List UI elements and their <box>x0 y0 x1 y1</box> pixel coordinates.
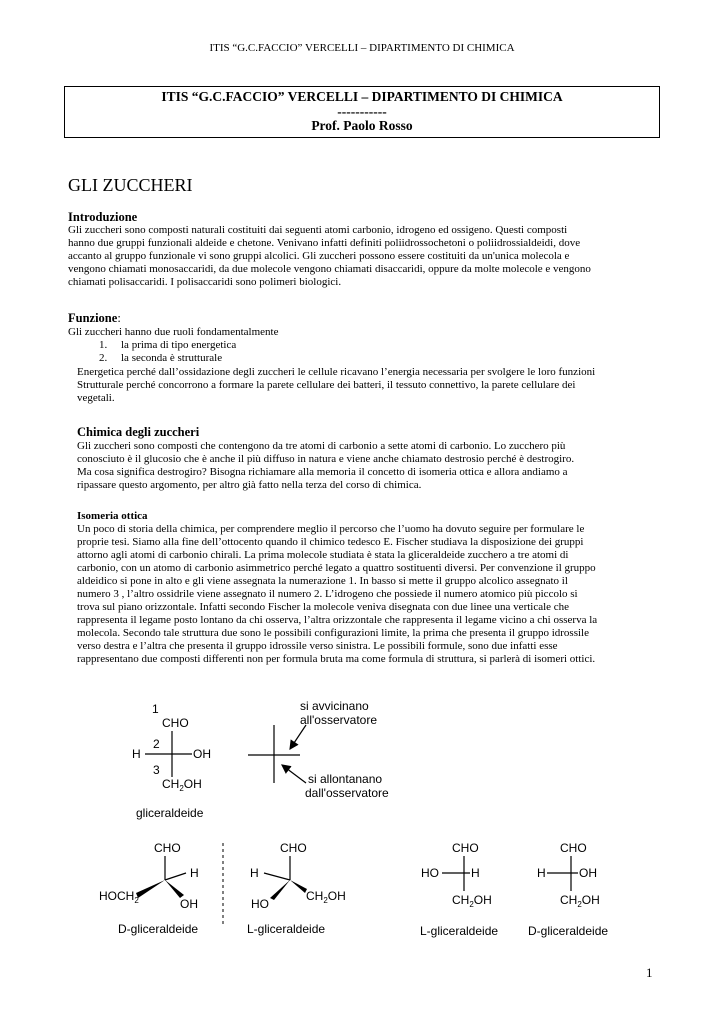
ch-text: CH <box>452 893 470 907</box>
wedge-bond <box>290 880 307 893</box>
subscript-2: 2 <box>469 900 474 909</box>
wedge-bond <box>136 880 165 898</box>
fischer-l-gliceraldeide <box>420 841 498 938</box>
chimica-paragraph <box>77 440 656 492</box>
isomeria-line: rappresentano due composti differenti non per formula bruta ma come formula di struttura, si parlerà di isomeri ottici. <box>77 653 596 665</box>
intro-line: hanno due gruppi funzionali aldeide e chetone. Venivano infatti definiti poliidrossochetoni o poliidrossialdeidi, dove <box>68 237 581 249</box>
subscript-2: 2 <box>179 784 184 793</box>
list-number: 1. <box>99 339 108 351</box>
ch2oh-label <box>560 893 600 909</box>
d-gliceraldeide-caption: D-gliceraldeide <box>528 924 609 938</box>
running-header: ITIS “G.C.FACCIO” VERCELLI – DIPARTIMENTO DI CHIMICA <box>209 42 515 54</box>
isomeria-line: trova sul piano orizzontale. Infatti secondo Fischer la molecole veniva disegnata con due linee una verticale che <box>77 601 570 613</box>
fischer-d-gliceraldeide <box>528 841 608 938</box>
isomeria-line: carbonio, con un atomo di carbonio asimmetrico perché legato a quattro sostituenti diversi. Per convenzione il gruppo <box>77 562 596 574</box>
intro-line: accanto al gruppo funzionale vi sono gruppi alcolici. Gli zuccheri possono essere costituiti da un'unica molecola e <box>68 250 570 262</box>
hoch2-label <box>99 889 139 905</box>
subscript-2: 2 <box>323 896 328 905</box>
oh-text: OH <box>327 889 346 903</box>
wedge-bond <box>165 880 184 898</box>
oh-text: OH <box>581 893 600 907</box>
wedge-l-gliceraldeide <box>247 841 346 936</box>
arrow-far <box>282 765 306 783</box>
cho-label: CHO <box>452 841 479 855</box>
funzione-heading <box>68 311 121 326</box>
ch2oh-label <box>162 777 202 793</box>
list-item: la prima di tipo energetica <box>121 339 237 351</box>
isomeria-heading: Isomeria ottica <box>77 510 148 522</box>
intro-line: vengono chiamati monosaccaridi, da due molecole vengono chiamati disaccaridi, oppure da molte molecole e vengono <box>68 263 591 275</box>
funzione-line: Strutturale perché concorrono a formare la parete cellulare dei batteri, il tessuto connettivo, la parete cellulare dei <box>77 379 576 391</box>
ch-text: CH <box>162 777 180 791</box>
cho-label: CHO <box>154 841 181 855</box>
number-3: 3 <box>153 763 160 777</box>
doc-title: GLI ZUCCHERI <box>68 175 193 195</box>
h-label: H <box>132 747 141 761</box>
isomeria-paragraph <box>77 523 656 666</box>
title-box-line2: ----------- <box>337 103 387 119</box>
funzione-line: vegetali. <box>77 392 115 404</box>
fischer-cross-explanation <box>300 699 389 800</box>
subscript-2: 2 <box>577 900 582 909</box>
arrow-near <box>290 725 306 749</box>
isomeria-line: verso destra e l’altra che presenta il gruppo idrossile verso sinistra. Le possibili formule, sono due infatti esse <box>77 640 558 652</box>
ch2oh-label <box>452 893 492 909</box>
l-gliceraldeide-caption: L-gliceraldeide <box>420 924 499 938</box>
gliceraldeide-figure <box>0 695 724 945</box>
arrow-label-near-1: si avvicinano <box>300 699 369 713</box>
oh-label: OH <box>193 747 211 761</box>
arrow-label-far-2: dall'osservatore <box>305 786 389 800</box>
ch2oh-label <box>306 889 346 905</box>
funzione-heading-colon: : <box>117 311 121 325</box>
intro-paragraph <box>68 224 656 289</box>
cho-label: CHO <box>560 841 587 855</box>
d-gliceraldeide-caption: D-gliceraldeide <box>118 922 199 936</box>
chimica-line: Ma cosa significa destrogiro? Bisogna richiamare alla memoria il concetto di isomeria ottica e allora andiamo a <box>77 466 568 478</box>
h-label: H <box>471 866 480 880</box>
number-2: 2 <box>153 737 160 751</box>
gliceraldeide-caption: gliceraldeide <box>136 806 204 820</box>
chimica-line: Gli zuccheri sono composti che contengono da tre atomi di carbonio a sette atomi di carbonio. Lo zucchero più <box>77 440 566 452</box>
hoch-text: HOCH <box>99 889 135 903</box>
chimica-line: ripassare questo argomento, per altro già fatto nella terza del corso di chimica. <box>77 479 422 491</box>
funzione-line: Energetica perché dall’ossidazione degli zuccheri le cellule ricavano l’energia necessaria per svolgere le loro funzioni <box>77 366 596 378</box>
intro-line: Gli zuccheri sono composti naturali costituiti dai seguenti atomi carbonio, idrogeno ed ossigeno. Questi composti <box>68 224 568 236</box>
funzione-heading-text: Funzione <box>68 311 118 325</box>
bond-to-h <box>264 873 290 880</box>
isomeria-line: numero 3 , l’altro ossidrile viene assegnato il numero 2. L’idrogeno che possiede il numero atomico più piccolo si <box>77 588 578 600</box>
funzione-paragraph <box>77 366 656 405</box>
isomeria-line: attorno agli atomi di carbonio chirali. La prima molecole studiata è stata la gliceraldeide zucchero a tre atomi di <box>77 549 569 561</box>
oh-label: OH <box>180 897 198 911</box>
number-1: 1 <box>152 702 159 716</box>
oh-text: OH <box>183 777 202 791</box>
list-number: 2. <box>99 352 108 364</box>
wedge-bond <box>270 880 290 900</box>
isomeria-line: Un poco di storia della chimica, per comprendere meglio il percorso che l’uomo ha dovuto seguire per formulare le <box>77 523 585 535</box>
isomeria-line: rappresenta il legame posto lontano da chi osserva, l’altra orizzontale che rappresenta il legame vicino a chi osserva la <box>77 614 598 626</box>
h-label: H <box>250 866 259 880</box>
chimica-heading: Chimica degli zuccheri <box>77 425 200 439</box>
arrow-label-near-2: all'osservatore <box>300 713 377 727</box>
page-number: 1 <box>646 965 653 980</box>
bond-to-h <box>165 873 186 880</box>
isomeria-line: molecola. Secondo tale struttura due sono le possibili configurazioni limite, la prima che presenta il gruppo idrossile <box>77 627 589 639</box>
title-box <box>64 86 660 138</box>
ch-text: CH <box>306 889 324 903</box>
chimica-line: conosciuto è il glucosio che è anche il più diffuso in natura e viene anche chiamato destrosio perché è destrogiro. <box>77 453 575 465</box>
subscript-2: 2 <box>134 896 139 905</box>
title-box-line1: ITIS “G.C.FACCIO” VERCELLI – DIPARTIMENTO DI CHIMICA <box>161 89 563 104</box>
ch-text: CH <box>560 893 578 907</box>
isomeria-line: proprie tesi. Siamo alla fine dell’ottocento quando il chimico tedesco E. Fischer studiava la disposizione dei gruppi <box>77 536 584 548</box>
cho-label: CHO <box>162 716 189 730</box>
ho-label: HO <box>251 897 269 911</box>
intro-line: chiamati polisaccaridi. I polisaccaridi sono polimeri biologici. <box>68 276 342 288</box>
oh-text: OH <box>473 893 492 907</box>
intro-heading: Introduzione <box>68 210 138 224</box>
funzione-intro: Gli zuccheri hanno due ruoli fondamentalmente <box>68 326 279 338</box>
l-gliceraldeide-caption: L-gliceraldeide <box>247 922 326 936</box>
title-box-line3: Prof. Paolo Rosso <box>311 118 413 133</box>
oh-label: OH <box>579 866 597 880</box>
ho-label: HO <box>421 866 439 880</box>
isomeria-line: aldeidico si pone in alto e gli viene assegnata la numerazione 1. In basso si mette il gruppo alcolico assegnato il <box>77 575 568 587</box>
arrow-label-far-1: si allontanano <box>308 772 383 786</box>
cho-label: CHO <box>280 841 307 855</box>
list-item: la seconda è strutturale <box>121 352 223 364</box>
h-label: H <box>190 866 199 880</box>
h-label: H <box>537 866 546 880</box>
